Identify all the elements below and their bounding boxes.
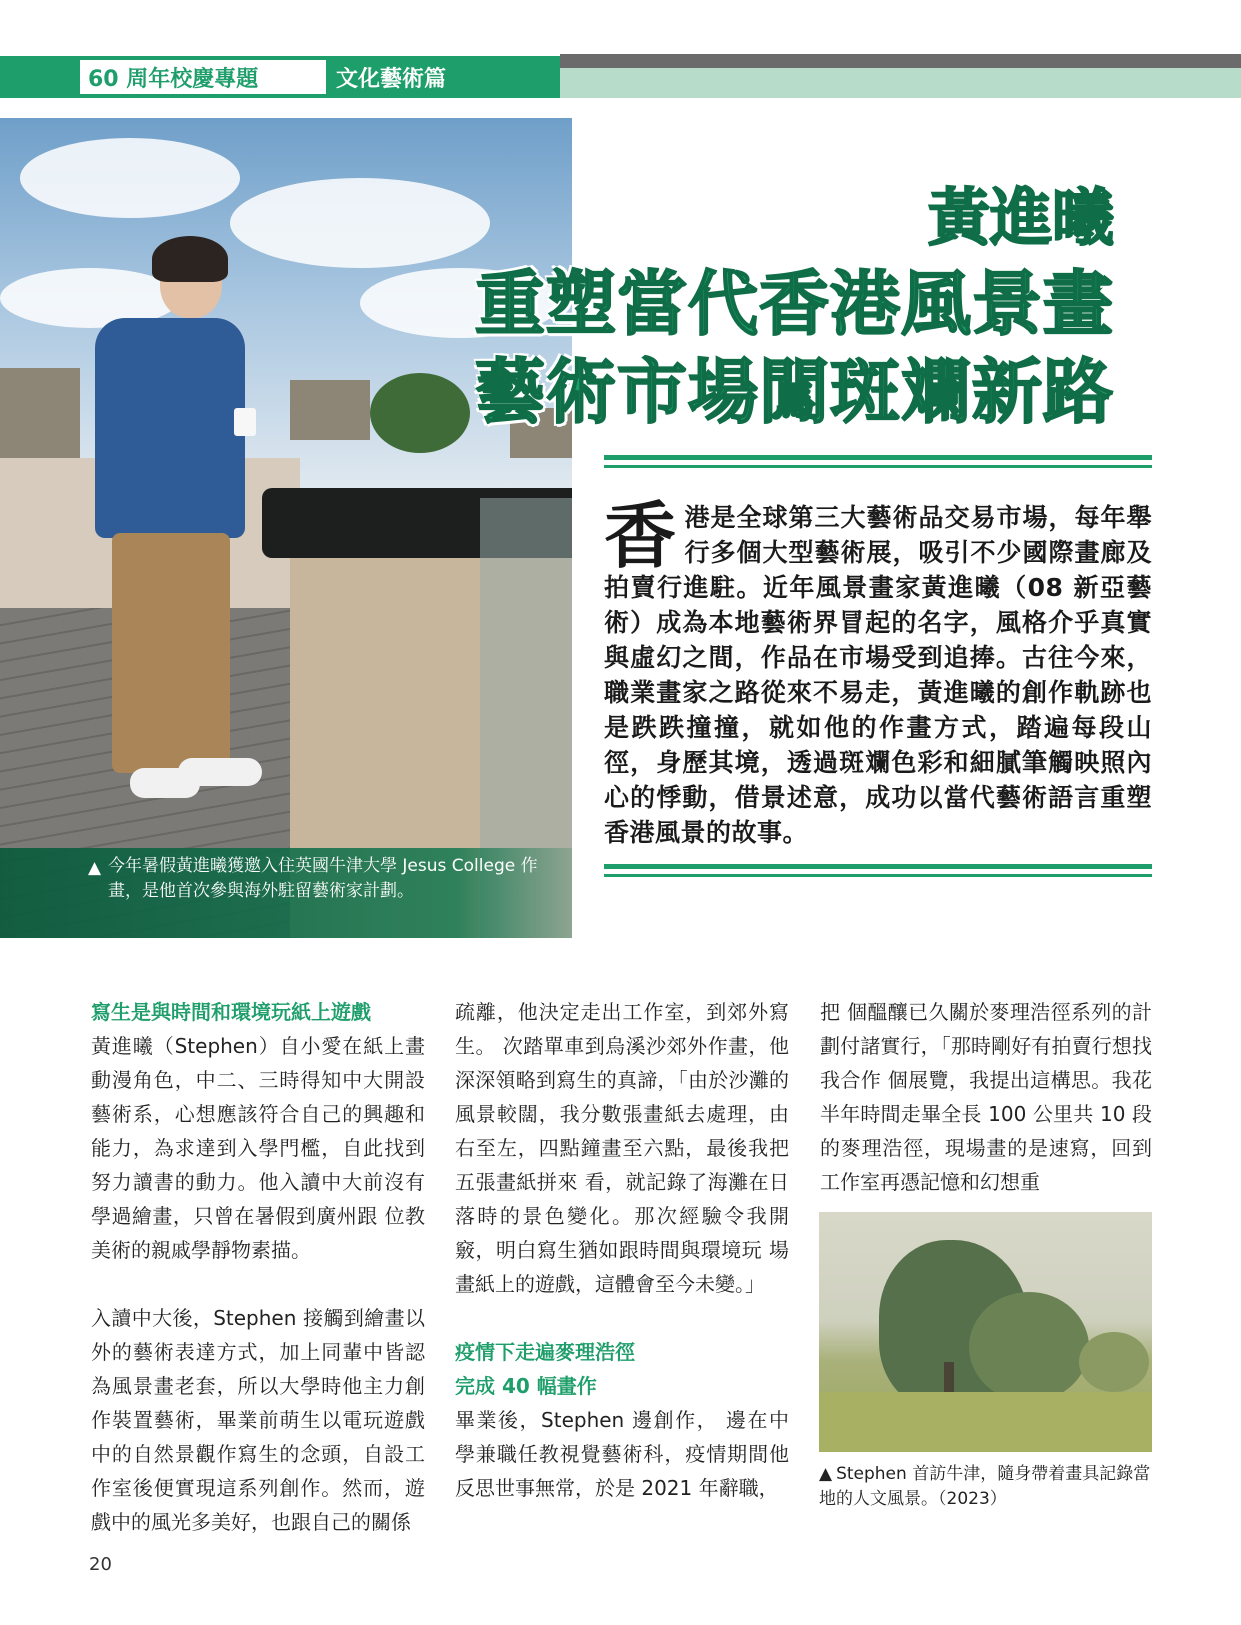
column-1	[91, 995, 425, 1539]
person-jacket	[95, 318, 245, 538]
painted-tree	[969, 1292, 1089, 1402]
painted-tree	[1079, 1332, 1149, 1392]
subheading: 完成 40 幅畫作	[455, 1374, 597, 1398]
header-grey-bar	[560, 54, 1241, 68]
header-green-block	[0, 56, 80, 98]
title-line-2: 重塑當代香港風景畫	[475, 263, 1114, 345]
painted-grass	[819, 1392, 1152, 1452]
portrait-photo	[0, 118, 572, 938]
photo-caption	[0, 848, 572, 938]
triangle-marker-icon: ▲	[88, 858, 102, 878]
painting-image	[819, 1212, 1152, 1452]
cloud	[230, 178, 490, 268]
body-paragraph: 入讀中大後，Stephen 接觸到繪畫以外的藝術表達方式，加上同輩中皆認為風景畫老套，所以大學時他主力創作裝置藝術，畢業前萌生以電玩遊戲中的自然景觀作寫生的念頭，自設工作室後便實現這系列創作。然而，遊戲中的風光多美好，也跟自己的關係	[91, 1306, 425, 1534]
painting-caption	[819, 1462, 1159, 1512]
series-title: 60 周年校慶專題	[80, 56, 326, 98]
body-paragraph: 畢業後，Stephen 邊創作， 邊在中學兼職任教視覺藝術科，疫情期間他反思世事無常，於是 2021 年辭職，	[455, 1408, 789, 1500]
page-number: 20	[89, 1554, 112, 1575]
section-label: 文化藝術篇	[326, 56, 560, 98]
triangle-marker-icon: ▲	[819, 1464, 833, 1484]
building	[0, 368, 80, 458]
painting-caption-text: Stephen 首訪牛津，隨身帶着畫具記錄當地的人文風景。（2023）	[819, 1464, 1151, 1509]
intro-text: 港是全球第三大藝術品交易市場，每年舉行多個大型藝術展，吸引不少國際畫廊及拍賣行進駐。近年風景畫家黃進曦（08 新亞藝術）成為本地藝術界冒起的名字，風格介乎真實與虛幻之間，作品在市場受到追捧。古往今來，職業畫家之路從來不易走，黃進曦的創作軌跡也是跌跌撞撞，就如他的作畫方式，踏遍每段山徑，身歷其境，透過斑斕色彩和細膩筆觸映照內心的悸動，借景述意，成功以當代藝術語言重塑香港風景的故事。	[604, 503, 1152, 847]
person-hair	[152, 236, 228, 282]
body-paragraph: 把 個醞釀已久關於麥理浩徑系列的計劃付諸實行，「那時剛好有拍賣行想找我合作 個展覽，我提出這構思。我花半年時間走畢全長 100 公里共 10 段的麥理浩徑，現場畫的是速寫，回到工作室再憑記憶和幻想重	[820, 1000, 1152, 1194]
building	[290, 380, 370, 440]
title-name: 黃進曦	[927, 181, 1114, 254]
drop-cap: 香	[604, 494, 677, 578]
intro-paragraph	[604, 494, 1152, 850]
person-pants	[112, 533, 230, 773]
body-paragraph: 黃進曦（Stephen）自小愛在紙上畫動漫角色，中二、三時得知中大開設藝術系，心想應該符合自己的興趣和能力，為求達到入學門檻，自此找到努力讀書的動力。他入讀中大前沒有學過繪畫，只曾在暑假到廣州跟 位教美術的親戚學靜物素描。	[91, 1034, 425, 1262]
cloud	[20, 138, 240, 218]
subheading: 寫生是與時間和環境玩紙上遊戲	[91, 1000, 371, 1024]
column-2	[455, 995, 789, 1505]
coffee-cup	[234, 408, 256, 436]
tree	[370, 373, 470, 453]
intro-bottom-rule	[604, 864, 1152, 877]
photo-caption-text: 今年暑假黃進曦獲邀入住英國牛津大學 Jesus College 作畫，是他首次參與海外駐留藝術家計劃。	[108, 856, 538, 901]
header-pale-bar	[560, 68, 1241, 98]
title-line-3: 藝術市場闖斑斕新路	[475, 351, 1114, 433]
intro-top-rule	[604, 455, 1152, 468]
subheading: 疫情下走遍麥理浩徑	[455, 1340, 635, 1364]
person-shoe	[178, 758, 262, 786]
body-paragraph: 疏離，他決定走出工作室，到郊外寫生。 次踏單車到烏溪沙郊外作畫，他深深領略到寫生的真諦，「由於沙灘的風景較闊，我分數張畫紙去處理，由右至左，四點鐘畫至六點，最後我把五張畫紙拼來 看，就記錄了海灘在日落時的景色變化。那次經驗令我開竅，明白寫生猶如跟時間與環境玩 場畫紙上的遊戲，這體會至今未變。」	[455, 1000, 789, 1296]
column-3	[820, 995, 1152, 1199]
